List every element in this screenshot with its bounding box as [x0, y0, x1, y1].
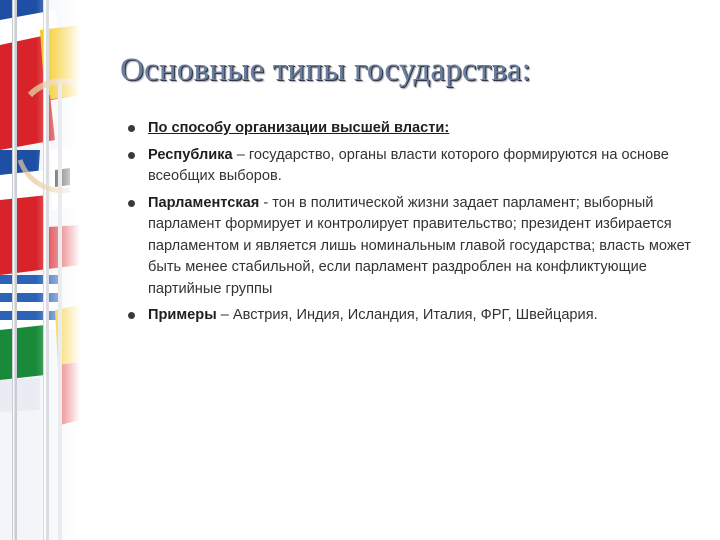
item-text: – государство, органы власти которого формируются на основе всеобщих выборов.	[148, 146, 669, 184]
flags-fade	[0, 0, 80, 540]
bullet-icon	[128, 200, 135, 207]
list-item	[126, 193, 706, 301]
list-item	[126, 118, 706, 140]
item-lead: Республика	[148, 146, 233, 163]
list-item	[126, 305, 706, 327]
bullet-list	[126, 118, 706, 332]
bullet-icon	[128, 125, 135, 132]
item-text: - тон в политической жизни задает парламент; выборный парламент формирует и контролирует правительство; президент избирается парламентом и является лишь номинальным главой государства; власть может быть менее стабильной, если парламент раздроблен на конфликтующие партийные группы	[148, 194, 691, 297]
bullet-icon	[128, 312, 135, 319]
slide-title: Основные типы государства:	[120, 52, 531, 88]
list-item	[126, 145, 706, 188]
item-lead: Парламентская	[148, 194, 260, 211]
flags-decoration	[0, 0, 80, 540]
bullet-icon	[128, 152, 135, 159]
item-lead: Примеры	[148, 307, 217, 323]
item-text: – Австрия, Индия, Исландия, Италия, ФРГ, Швейцария.	[216, 307, 598, 323]
item-lead: По способу организации высшей власти:	[148, 120, 450, 136]
